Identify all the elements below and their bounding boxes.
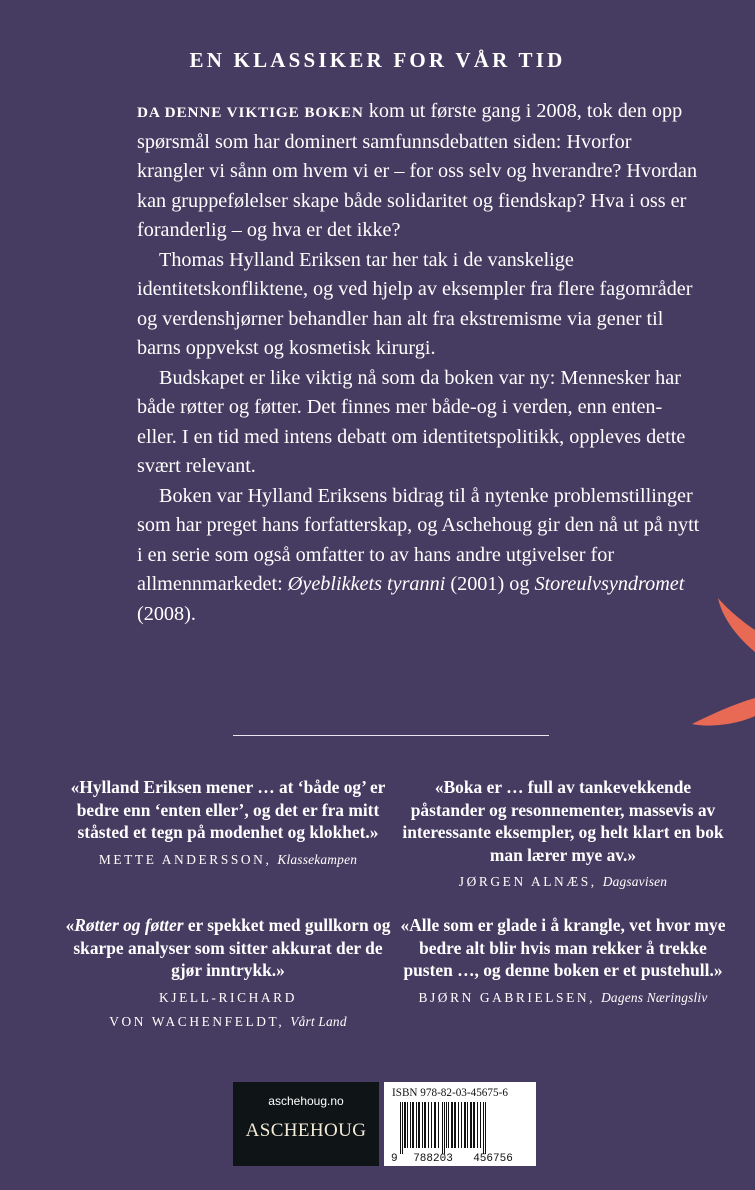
barcode-digits-left: 788203	[413, 1153, 453, 1164]
barcode-icon	[388, 1102, 532, 1164]
barcode-bar	[467, 1102, 468, 1148]
review-quote-2	[398, 776, 728, 894]
barcode-bar	[448, 1102, 449, 1148]
barcode-bar	[416, 1102, 417, 1148]
review-quote-4	[398, 914, 728, 1010]
barcode-digit-first: 9	[391, 1153, 398, 1164]
barcode-bar	[444, 1102, 445, 1154]
quote-author: BJØRN GABRIELSEN,	[418, 989, 596, 1005]
barcode-bar	[412, 1102, 414, 1148]
leaf-petal-upper	[718, 598, 755, 652]
barcode-bar	[438, 1102, 439, 1148]
barcode-bar	[422, 1102, 423, 1148]
barcode-bar	[428, 1102, 429, 1148]
quote-author-line-2: VON WACHENFELDT,	[109, 1013, 285, 1029]
closing-year-2: (2008).	[137, 602, 196, 625]
barcode-bar	[431, 1102, 432, 1148]
intro-text: kom ut første gang i 2008, tok den opp spørsmål som har dominert samfunnsdebatten siden: Hvorfor krangler vi sånn om hvem vi er – for oss selv og hverandre? Hvordan kan gruppefølelser skape både solidaritet og fiendskap? Hva i oss er foranderlig – og hva er det ikke?	[137, 100, 698, 241]
barcode-bar	[442, 1102, 443, 1154]
closing-year-1: (2001) og	[445, 573, 535, 595]
quote-author: JØRGEN ALNÆS,	[458, 874, 597, 890]
cover-heading: EN KLASSIKER FOR VÅR TID	[189, 48, 566, 72]
quote-body: er spekket med gullkorn og skarpe analyser som sitter akkurat der de gjør inntrykk.»	[73, 915, 391, 981]
intro-paragraph	[137, 97, 701, 246]
barcode-bar	[424, 1102, 426, 1148]
barcode-bar	[404, 1102, 406, 1148]
leaf-decoration-icon	[690, 590, 755, 750]
barcode-bar	[410, 1102, 411, 1148]
barcode-bar	[470, 1102, 472, 1148]
barcode-bar	[402, 1102, 403, 1154]
barcode-bar	[483, 1102, 484, 1154]
isbn-label: ISBN 978-82-03-45675-6	[392, 1087, 508, 1099]
barcode-bar	[454, 1102, 456, 1148]
intro-lead: DA DENNE VIKTIGE BOKEN	[137, 104, 364, 121]
barcode-bar	[418, 1102, 420, 1148]
review-quote-3	[63, 914, 393, 1034]
quote-text: «Hylland Eriksen mener … at ‘både og’ er bedre enn ‘enten eller’, og det er fra mitt ståsted et tegn på modenhet og klokhet.»	[70, 777, 386, 843]
book-title-2: Storeulvsyndromet	[534, 573, 685, 595]
publisher-logo: ASCHEHOUG	[245, 1120, 367, 1141]
quote-attribution	[398, 986, 728, 1010]
barcode-bar	[407, 1102, 408, 1148]
publisher-url: aschehoug.no	[268, 1094, 344, 1108]
barcode-bar	[451, 1102, 453, 1148]
quote-text: «Boka er … full av tankevekkende påstander og resonnementer, massevis av interessante eksempler, og helt klart en bok man lærer mye av.»	[402, 777, 724, 865]
paragraph-3: Budskapet er like viktig nå som da boken var ny: Mennesker har både røtter og føtter. Det finnes mer både-og i verden, enn enten-eller. I en tid med intens debatt om identitetspolitikk, oppleves dette svært relevant.	[137, 366, 686, 477]
leaf-petal-lower	[692, 698, 755, 726]
quote-publication: Dagens Næringsliv	[601, 989, 708, 1005]
quote-attribution	[63, 848, 393, 872]
barcode-bar	[434, 1102, 436, 1148]
quote-author: METTE ANDERSSON,	[98, 851, 272, 867]
review-quote-1	[63, 776, 393, 872]
barcode-bar	[480, 1102, 481, 1148]
book-title-1: Øyeblikkets tyranni	[287, 573, 446, 595]
isbn-barcode-box	[384, 1082, 536, 1166]
barcode-bar	[464, 1102, 466, 1148]
barcode-bar	[461, 1102, 462, 1148]
publisher-box	[233, 1082, 379, 1166]
barcode-bar	[446, 1102, 447, 1148]
barcode-bar	[473, 1102, 475, 1148]
paragraph-2: Thomas Hylland Eriksen tar her tak i de vanskelige identitetskonfliktene, og ved hjelp av eksempler fra flere fagområder og verdenshjørner behandler han alt fra ekstremisme via gener til barns oppvekst og kosmetisk kirurgi.	[137, 248, 693, 359]
quote-text: «Alle som er glade i å krangle, vet hvor mye bedre alt blir hvis man rekker å trekke pusten …, og denne boken er et pustehull.»	[400, 915, 726, 981]
quote-author-line-1: KJELL-RICHARD	[159, 989, 297, 1005]
quote-attribution	[63, 986, 393, 1034]
divider-rule	[233, 735, 549, 736]
closing-text: Boken var Hylland Eriksens bidrag til å nytenke problemstillinger som har preget hans forfatterskap, og Aschehoug gir den nå ut på nytt i en serie som også omfatter to av hans andre utgivelser for allmennmarkedet:	[137, 484, 700, 595]
barcode-digits-right: 456756	[473, 1153, 513, 1164]
quote-publication: Klassekampen	[277, 851, 358, 867]
quote-publication: Dagsavisen	[602, 874, 668, 890]
paragraph-4	[137, 482, 701, 630]
barcode-bar	[477, 1102, 478, 1148]
barcode-bar	[458, 1102, 459, 1148]
quote-publication: Vårt Land	[290, 1013, 347, 1029]
quote-attribution	[398, 870, 728, 894]
quote-text: «Røtter og føtter er spekket med gullkorn og skarpe analyser som sitter akkurat der de gjør inntrykk.»	[65, 915, 391, 981]
barcode-bar	[400, 1102, 401, 1154]
blurb	[137, 97, 701, 629]
quote-book-title: Røtter og føtter	[74, 915, 184, 935]
barcode-bar	[485, 1102, 486, 1154]
